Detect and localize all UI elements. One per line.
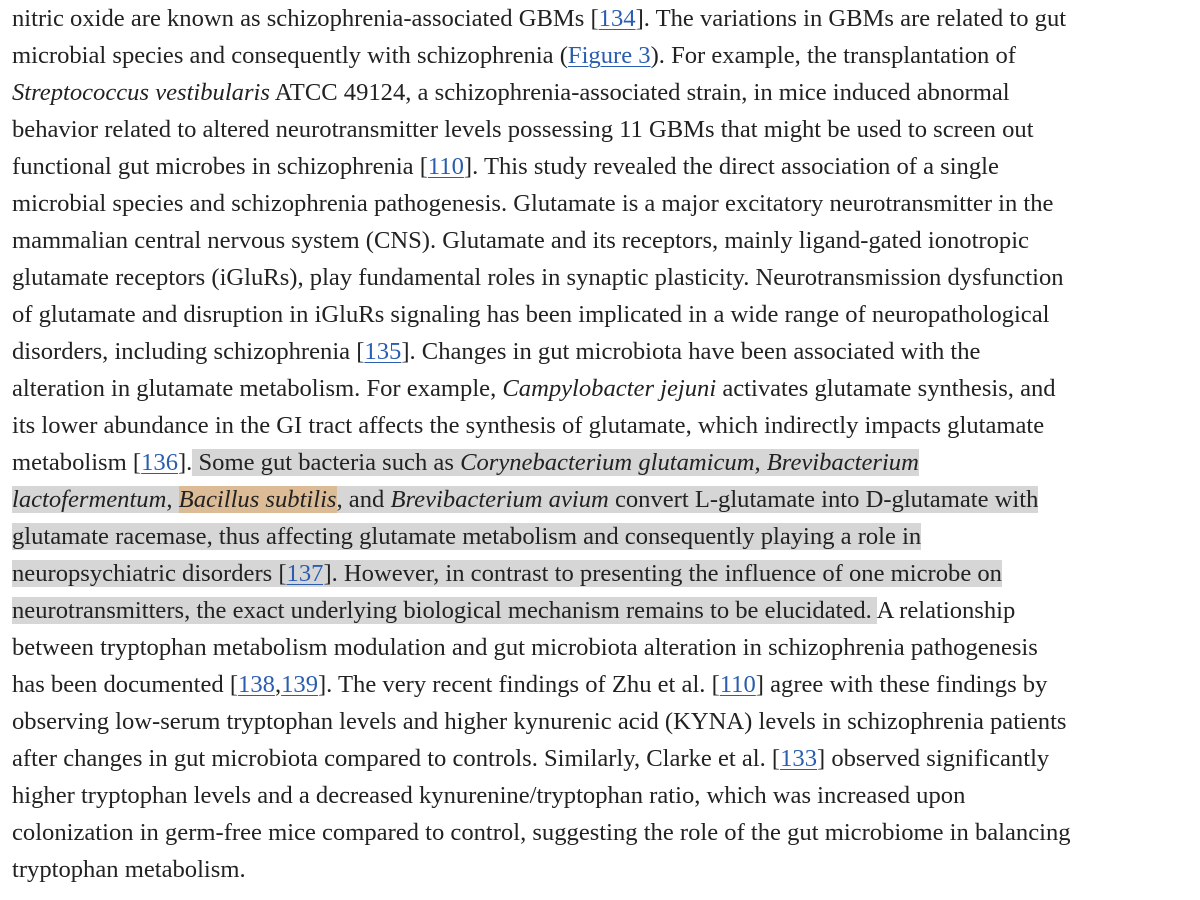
text-segment: , (274, 671, 282, 698)
text-segment: colonization in germ-free mice compared to control, suggesting the role of the gut microbiome in balancing (12, 819, 1071, 846)
text-line (12, 814, 1192, 851)
text-segment: ]. Changes in gut microbiota have been associated with the (401, 338, 981, 365)
text-line (12, 259, 1192, 296)
text-segment: ]. The variations in GBMs are related to gut (635, 5, 1067, 32)
text-segment: ]. The very recent findings of Zhu et al. [ (317, 671, 720, 698)
text-segment: metabolism [ (12, 449, 142, 476)
species-name: lactofermentum (12, 486, 167, 513)
text-line (12, 740, 1192, 777)
text-segment: activates glutamate synthesis, and (716, 375, 1056, 402)
citation-link[interactable]: 138 (238, 671, 275, 698)
citation-link[interactable]: Figure 3 (567, 42, 651, 69)
text-line (12, 74, 1192, 111)
text-segment: A relationship (876, 597, 1016, 624)
text-line (12, 222, 1192, 259)
text-segment: convert L-glutamate into D-glutamate with (608, 486, 1039, 513)
text-segment: , (166, 486, 179, 513)
citation-link[interactable]: 136 (141, 449, 178, 476)
text-segment: ]. (177, 449, 193, 476)
text-segment: neuropsychiatric disorders [ (12, 560, 287, 587)
text-segment: nitric oxide are known as schizophrenia-associated GBMs [ (12, 5, 599, 32)
text-segment: ATCC 49124, a schizophrenia-associated strain, in mice induced abnormal (269, 79, 1010, 106)
text-line (12, 703, 1192, 740)
text-segment: microbial species and schizophrenia pathogenesis. Glutamate is a major excitatory neurotransmitter in the (12, 190, 1054, 217)
text-segment: functional gut microbes in schizophrenia [ (12, 153, 428, 180)
text-segment: mammalian central nervous system (CNS). Glutamate and its receptors, mainly ligand-gated ionotropic (12, 227, 1029, 254)
text-segment: , and (336, 486, 391, 513)
text-segment: , (754, 449, 767, 476)
text-line (12, 629, 1192, 666)
text-segment: between tryptophan metabolism modulation and gut microbiota alteration in schizophrenia pathogenesis (12, 634, 1038, 661)
text-segment: neurotransmitters, the exact underlying biological mechanism remains to be elucidated. (12, 597, 877, 624)
citation-link[interactable]: 133 (780, 745, 817, 772)
text-line (12, 296, 1192, 333)
text-segment: ]. However, in contrast to presenting the influence of one microbe on (323, 560, 1002, 587)
citation-link[interactable]: 110 (427, 153, 464, 180)
citation-link[interactable]: 110 (719, 671, 756, 698)
text-segment: ] observed significantly (816, 745, 1050, 772)
text-line (12, 555, 1192, 592)
text-line (12, 851, 1192, 888)
text-line (12, 111, 1192, 148)
text-line (12, 37, 1192, 74)
text-segment: Some gut bacteria such as (192, 449, 461, 476)
text-line (12, 518, 1192, 555)
text-segment: glutamate receptors (iGluRs), play fundamental roles in synaptic plasticity. Neurotransmission dysfunction (12, 264, 1064, 291)
text-line (12, 333, 1192, 370)
article-body-text (12, 0, 1192, 888)
text-line (12, 185, 1192, 222)
text-line (12, 592, 1192, 629)
text-line (12, 370, 1192, 407)
text-segment: disorders, including schizophrenia [ (12, 338, 365, 365)
text-line (12, 148, 1192, 185)
text-segment: alteration in glutamate metabolism. For example, (12, 375, 503, 402)
text-segment: after changes in gut microbiota compared to controls. Similarly, Clarke et al. [ (12, 745, 781, 772)
text-segment: tryptophan metabolism. (12, 856, 246, 883)
text-segment: has been documented [ (12, 671, 239, 698)
text-segment: ] agree with these findings by (755, 671, 1048, 698)
text-segment: higher tryptophan levels and a decreased kynurenine/tryptophan ratio, which was increased upon (12, 782, 966, 809)
species-name: Streptococcus vestibularis (12, 79, 270, 106)
text-line (12, 444, 1192, 481)
species-name: Campylobacter jejuni (502, 375, 717, 402)
text-line (12, 407, 1192, 444)
text-segment: microbial species and consequently with schizophrenia ( (12, 42, 568, 69)
species-name: Corynebacterium glutamicum (460, 449, 755, 476)
citation-link[interactable]: 139 (281, 671, 318, 698)
citation-link[interactable]: 134 (598, 5, 636, 32)
text-segment: observing low-serum tryptophan levels and higher kynurenic acid (KYNA) levels in schizophrenia patients (12, 708, 1067, 735)
species-name-selected-highlight: Bacillus subtilis (178, 486, 337, 513)
text-line (12, 481, 1192, 518)
text-line (12, 666, 1192, 703)
text-line (12, 777, 1192, 814)
text-segment: glutamate racemase, thus affecting glutamate metabolism and consequently playing a role in (12, 523, 922, 550)
text-segment: its lower abundance in the GI tract affects the synthesis of glutamate, which indirectly impacts glutamate (12, 412, 1045, 439)
text-line (12, 0, 1192, 37)
text-segment: behavior related to altered neurotransmitter levels possessing 11 GBMs that might be used to screen out (12, 116, 1034, 143)
citation-link[interactable]: 135 (364, 338, 402, 365)
species-name: Brevibacterium avium (390, 486, 609, 513)
text-segment: ). For example, the transplantation of (650, 42, 1016, 69)
species-name: Brevibacterium (766, 449, 919, 476)
text-segment: ]. This study revealed the direct association of a single (463, 153, 999, 180)
citation-link[interactable]: 137 (286, 560, 324, 587)
text-segment: of glutamate and disruption in iGluRs signaling has been implicated in a wide range of neuropathological (12, 301, 1050, 328)
